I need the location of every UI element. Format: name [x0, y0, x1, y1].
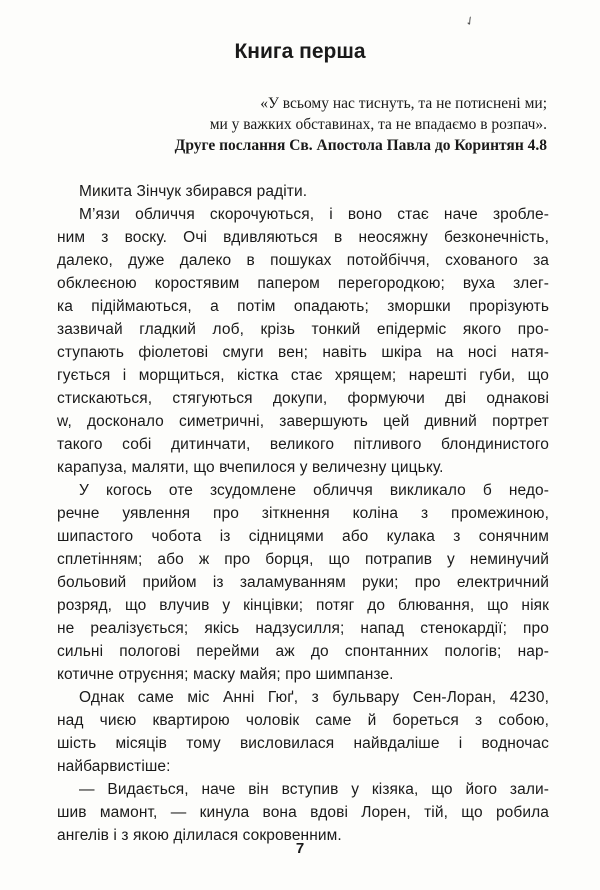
text-line: w, досконало симетричні, завершують цей дивний портрет [57, 413, 549, 430]
text-line: У когось оте зсудомлене обличчя викликало б недо- [79, 482, 549, 499]
text-line: котичне отруєння; маску майя; про шимпанзе. [57, 666, 394, 683]
epigraph [175, 93, 547, 156]
epigraph-line: «У всьому нас тиснуть, та не потиснені ми; [260, 95, 547, 112]
text-line: обклеєною коростявим папером перегородкою; вуха злег- [57, 275, 549, 292]
pencil-mark: ✓ [462, 12, 478, 30]
text-line: над чиєю квартирою чоловік саме й бореться з собою, [57, 712, 549, 729]
text-line: Микита Зінчук збирався радіти. [79, 183, 308, 200]
text-line: найбарвистіше: [57, 758, 171, 775]
paragraph-4 [57, 686, 549, 778]
paragraph-5 [57, 778, 549, 847]
text-line: М’язи обличчя скорочуються, і воно стає наче зроблe- [79, 206, 549, 223]
text-line: далеко, дуже далеко в пошуках потойбіччя, схованого за [57, 252, 549, 269]
body-text [57, 180, 549, 847]
paragraph-2 [57, 203, 549, 479]
text-line: стискаються, стягуються докупи, формуючи дві однакові [57, 390, 549, 407]
text-line: речне уявлення про зіткнення коліна з промежиною, [57, 505, 549, 522]
paragraph-3 [57, 479, 549, 686]
text-line: — Видається, наче він вступив у кізяка, що його зали- [79, 781, 549, 798]
text-line: сильні пологові перейми аж до спонтанних пологів; нар- [57, 643, 549, 660]
text-line: шість місяців тому висловилася найвдаліше і водночас [57, 735, 549, 752]
text-line: гується і морщиться, кістка стає хрящем; нарешті губи, що [57, 367, 549, 384]
epigraph-source: Друге послання Св. Апостола Павла до Коринтян 4.8 [174, 137, 547, 154]
text-line: розряд, що влучив у кінцівки; потяг до блювання, що ніяк [57, 597, 549, 614]
text-line: ступають фіолетові смуги вен; навіть шкіра на носі натя- [57, 344, 549, 361]
text-line: сплетінням; або ж про борця, що потрапив у неминучий [57, 551, 549, 568]
chapter-title: Книга перша [234, 40, 366, 63]
paragraph-1 [57, 180, 549, 203]
text-line: не реалізується; якісь надзусилля; напад стенокардії; про [57, 620, 549, 637]
text-line: Однак саме міс Анні Гюґ, з бульвару Сен-Лоран, 4230, [79, 689, 549, 706]
text-line: ангелів і з якою ділилася сокровенним. [57, 827, 342, 844]
text-line: шипастого чобота із сідницями або кулака з сонячним [57, 528, 549, 545]
text-line: больовий прийом із заламуванням руки; про електричний [57, 574, 549, 591]
text-line: ка підіймаються, а потім опадають; зморшки прорізують [57, 298, 549, 315]
text-line: шив мамонт, — кинула вона вдові Лорен, тій, що робила [57, 804, 549, 821]
text-line: такого собі дитинчати, великого пітливого блондинистого [57, 436, 549, 453]
page-number: 7 [295, 840, 305, 857]
text-line: ним з воску. Очі вдивляються в неосяжну безконечність, [57, 229, 549, 246]
epigraph-line: ми у важких обставинах, та не впадаємо в розпач». [209, 116, 547, 133]
text-line: карапуза, маляти, що вчепилося у величезну цицьку. [57, 459, 444, 476]
text-line: зазвичай гладкий лоб, крізь тонкий епідерміс якого про- [57, 321, 549, 338]
